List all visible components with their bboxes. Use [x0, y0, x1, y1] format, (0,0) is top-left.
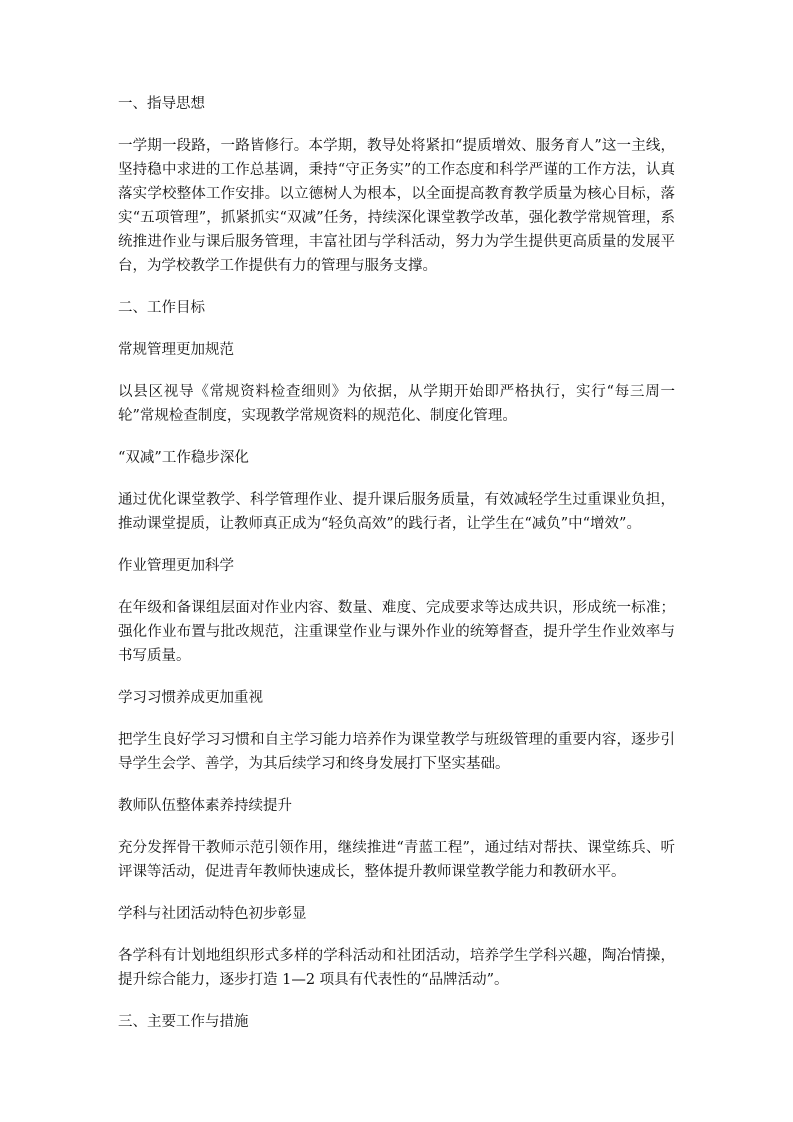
goal-subheading-routine-management: 常规管理更加规范	[118, 342, 234, 358]
goal-paragraph-study-habits: 把学生良好学习习惯和自主学习能力培养作为课堂教学与班级管理的重要内容，逐步引导学生会学、善学，为其后续学习和终身发展打下坚实基础。	[118, 732, 675, 772]
goal-paragraph-double-reduction: 通过优化课堂教学、科学管理作业、提升课后服务质量，有效减轻学生过重课业负担，推动课堂提质，让教师真正成为“轻负高效”的践行者，让学生在“减负”中“增效”。	[118, 492, 675, 532]
goal-subheading-homework-management: 作业管理更加科学	[118, 558, 234, 574]
goal-paragraph-routine-management: 以县区视导《常规资料检查细则》为依据，从学期开始即严格执行，实行“每三周一轮”常规检查制度，实现教学常规资料的规范化、制度化管理。	[118, 384, 675, 424]
goal-subheading-study-habits: 学习习惯养成更加重视	[118, 690, 263, 706]
section-heading-main-work-measures: 三、主要工作与措施	[118, 1014, 249, 1030]
guiding-ideology-paragraph: 一学期一段路，一路皆修行。本学期，教导处将紧扣“提质增效、服务育人”这一主线，坚持稳中求进的工作总基调，秉持“守正务实”的工作态度和科学严谨的工作方法，认真落实学校整体工作安排。以立德树人为根本，以全面提高教育教学质量为核心目标，落实“五项管理”，抓紧抓实“双减”任务，持续深化课堂教学改革，强化教学常规管理，系统推进作业与课后服务管理，丰富社团与学科活动，努力为学生提供更高质量的发展平台，为学校教学工作提供有力的管理与服务支撑。	[118, 138, 675, 274]
goal-paragraph-teacher-quality: 充分发挥骨干教师示范引领作用，继续推进“青蓝工程”，通过结对帮扶、课堂练兵、听评课等活动，促进青年教师快速成长，整体提升教师课堂教学能力和教研水平。	[118, 840, 675, 880]
section-heading-work-goals: 二、工作目标	[118, 300, 205, 316]
goal-paragraph-homework-management: 在年级和备课组层面对作业内容、数量、难度、完成要求等达成共识，形成统一标准；强化作业布置与批改规范，注重课堂作业与课外作业的统筹督查，提升学生作业效率与书写质量。	[118, 600, 675, 664]
goal-subheading-double-reduction: “双减”工作稳步深化	[118, 450, 249, 466]
section-heading-guiding-ideology: 一、指导思想	[118, 96, 205, 112]
goal-paragraph-club-activities: 各学科有计划地组织形式多样的学科活动和社团活动，培养学生学科兴趣，陶冶情操，提升综合能力，逐步打造 1—2 项具有代表性的“品牌活动”。	[118, 948, 675, 988]
goal-subheading-club-activities: 学科与社团活动特色初步彰显	[118, 906, 307, 922]
goal-subheading-teacher-quality: 教师队伍整体素养持续提升	[118, 798, 292, 814]
